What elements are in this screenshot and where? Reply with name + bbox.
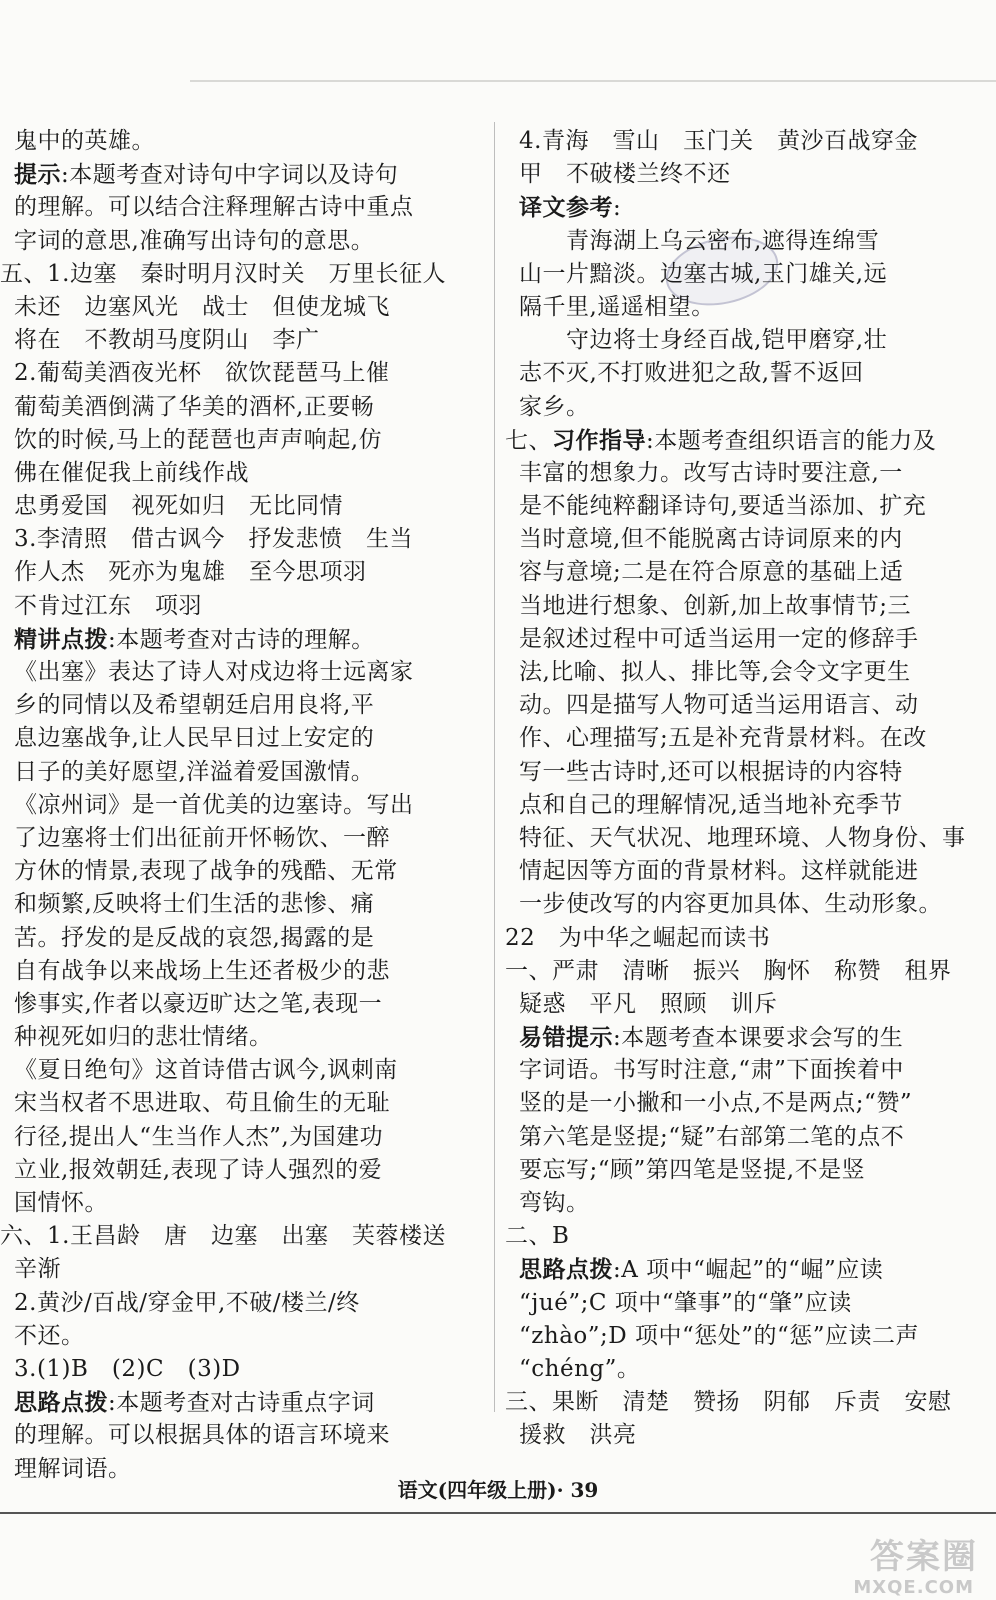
right-text-line: 当时意境,但不能脱离古诗词原来的内 — [519, 526, 903, 553]
left-text-line: 辛渐 — [14, 1256, 61, 1283]
right-text-line: 竖的是一小撇和一小点,不是两点;“赞” — [519, 1090, 913, 1117]
left-text-line: 了边塞将士们出征前开怀畅饮、一醉 — [14, 824, 390, 851]
left-text-line: 《凉州词》是一首优美的边塞诗。写出 — [14, 791, 414, 818]
left-text-line: 乡的同情以及希望朝廷启用良将,平 — [14, 692, 375, 719]
right-text-line: 守边将士身经百战,铠甲磨穿,壮 — [519, 327, 888, 354]
right-column — [505, 125, 996, 1453]
right-text-line: 第六笔是竖提;“疑”右部第二笔的点不 — [519, 1123, 905, 1150]
right-text-line: 疑惑 平凡 照顾 训斥 — [519, 990, 778, 1017]
left-text-line: 种视死如归的悲壮情绪。 — [14, 1024, 273, 1051]
right-text-line: 易错提示:本题考查本课要求会写的生 — [519, 1024, 904, 1052]
bottom-rule — [0, 1512, 996, 1514]
right-text-line: 援救 洪亮 — [519, 1422, 637, 1449]
left-text-line: 将在 不教胡马度阴山 李广 — [14, 327, 320, 354]
left-text-line: 息边塞战争,让人民早日过上安定的 — [14, 725, 375, 752]
left-text-line: 惨事实,作者以豪迈旷达之笔,表现一 — [14, 990, 383, 1017]
right-text-line: 4.青海 雪山 玉门关 黄沙百战穿金 — [519, 128, 918, 154]
left-text-line: 自有战争以来战场上生还者极少的悲 — [14, 957, 390, 984]
page-footer: 语文(四年级上册)· 39 — [397, 1478, 599, 1502]
right-text-line: 要忘写;“顾”第四笔是竖提,不是竖 — [519, 1156, 866, 1183]
left-text-line: 的理解。可以结合注释理解古诗中重点 — [14, 194, 414, 221]
left-text-line: 《出塞》表达了诗人对戍边将士远离家 — [14, 659, 414, 685]
right-text-line: 三、果断 清楚 赞扬 阴郁 斥责 安慰 — [505, 1389, 952, 1416]
left-text-line: 2.葡萄美酒夜光杯 欲饮琵琶马上催 — [14, 360, 390, 387]
left-text-line: 不还。 — [14, 1322, 85, 1349]
right-text-line: 写一些古诗时,还可以根据诗的内容特 — [519, 758, 903, 785]
left-text-line: 苦。抒发的是反战的哀怨,揭露的是 — [14, 924, 375, 951]
left-text-line: 鬼中的英雄。 — [14, 128, 155, 154]
right-text-line: 是叙述过程中可适当运用一定的修辞手 — [519, 625, 919, 652]
right-text-line: “jué”;C 项中“肇事”的“肇”应读 — [519, 1289, 852, 1316]
right-text-line: 法,比喻、拟人、排比等,会令文字更生 — [519, 659, 911, 685]
left-text-line: 国情怀。 — [14, 1190, 108, 1216]
left-text-line: 3.李清照 借古讽今 抒发悲愤 生当 — [14, 526, 413, 553]
left-text-line: 方休的情景,表现了战争的残酷、无常 — [14, 858, 398, 885]
left-text-line: 理解词语。 — [14, 1455, 132, 1482]
left-text-line: 思路点拨:本题考查对古诗重点字词 — [14, 1389, 375, 1417]
left-text-line: 3.(1)B (2)C (3)D — [14, 1355, 241, 1382]
right-text-line: 弯钩。 — [519, 1190, 590, 1216]
right-text-line: 是不能纯粹翻译诗句,要适当添加、扩充 — [519, 493, 927, 520]
right-text-line: 思路点拨:A 项中“崛起”的“崛”应读 — [519, 1256, 884, 1284]
column-divider — [494, 122, 495, 1412]
right-text-line: 家乡。 — [519, 393, 590, 420]
left-text-line: 不肯过江东 项羽 — [14, 592, 202, 619]
right-text-line: 容与意境;二是在符合原意的基础上适 — [519, 559, 904, 586]
left-text-line: 忠勇爱国 视死如归 无比同情 — [14, 493, 343, 520]
right-text-line: 字词语。书写时注意,“肃”下面挨着中 — [519, 1057, 904, 1084]
left-text-line: 六、1.王昌龄 唐 边塞 出塞 芙蓉楼送 — [0, 1223, 446, 1250]
right-text-line: 动。四是描写人物可适当运用语言、动 — [519, 692, 919, 719]
left-column — [0, 125, 480, 1486]
left-text-line: 日子的美好愿望,洋溢着爱国激情。 — [14, 758, 375, 785]
right-text-line: 点和自己的理解情况,适当地补充季节 — [519, 791, 903, 818]
left-text-line: 立业,报效朝廷,表现了诗人强烈的爱 — [14, 1156, 383, 1183]
right-text-line: 隔千里,遥遥相望。 — [519, 293, 715, 320]
right-text-line: 22 为中华之崛起而读书 — [505, 924, 771, 951]
right-text-line: 志不灭,不打败进犯之敌,誓不返回 — [519, 360, 864, 387]
site-logo-watermark: 答案圈 — [870, 1537, 978, 1577]
left-text-line: 饮的时候,马上的琵琶也声声响起,仿 — [14, 426, 383, 453]
left-text-line: 的理解。可以根据具体的语言环境来 — [14, 1422, 390, 1449]
left-text-line: 行径,提出人“生当作人杰”,为国建功 — [14, 1123, 384, 1150]
left-text-line: 宋当权者不思进取、苟且偷生的无耻 — [14, 1090, 390, 1117]
left-text-line: 佛在催促我上前线作战 — [14, 459, 249, 486]
top-rule — [190, 80, 996, 82]
left-text-line: 五、1.边塞 秦时明月汉时关 万里长征人 — [0, 260, 446, 287]
right-text-line: 译文参考: — [519, 194, 622, 222]
right-text-line: “zhào”;D 项中“惩处”的“惩”应读二声 — [519, 1322, 920, 1349]
right-text-line: 青海湖上乌云密布,遮得连绵雪 — [519, 227, 880, 254]
right-text-line: 丰富的想象力。改写古诗时要注意,一 — [519, 459, 903, 486]
right-text-line: 二、B — [505, 1223, 570, 1250]
left-text-line: 2.黄沙/百战/穿金甲,不破/楼兰/终 — [14, 1289, 360, 1316]
right-text-line: 甲 不破楼兰终不还 — [519, 161, 731, 188]
right-text-line: 当地进行想象、创新,加上故事情节;三 — [519, 592, 912, 619]
left-text-line: 精讲点拨:本题考查对古诗的理解。 — [14, 625, 375, 653]
right-text-line: 作、心理描写;五是补充背景材料。在改 — [519, 725, 927, 752]
left-text-line: 提示:本题考查对诗句中字词以及诗句 — [14, 161, 399, 189]
left-text-line: 作人杰 死亦为鬼雄 至今思项羽 — [14, 559, 367, 586]
left-text-line: 未还 边塞风光 战士 但使龙城飞 — [14, 293, 390, 320]
site-url-watermark: MXQE.COM — [853, 1577, 974, 1598]
right-text-line: 七、习作指导:本题考查组织语言的能力及 — [505, 426, 937, 454]
left-text-line: 字词的意思,准确写出诗句的意思。 — [14, 227, 375, 254]
right-text-line: 山一片黯淡。边塞古城,玉门雄关,远 — [519, 260, 888, 287]
right-text-line: “chéng”。 — [519, 1355, 641, 1382]
left-text-line: 葡萄美酒倒满了华美的酒杯,正要畅 — [14, 393, 375, 420]
right-text-line: 一、严肃 清晰 振兴 胸怀 称赞 租界 — [505, 957, 952, 984]
left-text-line: 和频繁,反映将士们生活的悲惨、痛 — [14, 891, 375, 918]
right-text-line: 特征、天气状况、地理环境、人物身份、事 — [519, 824, 966, 851]
left-text-line: 《夏日绝句》这首诗借古讽今,讽刺南 — [14, 1057, 398, 1084]
right-text-line: 一步使改写的内容更加具体、生动形象。 — [519, 891, 942, 918]
right-text-line: 情起因等方面的背景材料。这样就能进 — [519, 858, 919, 885]
